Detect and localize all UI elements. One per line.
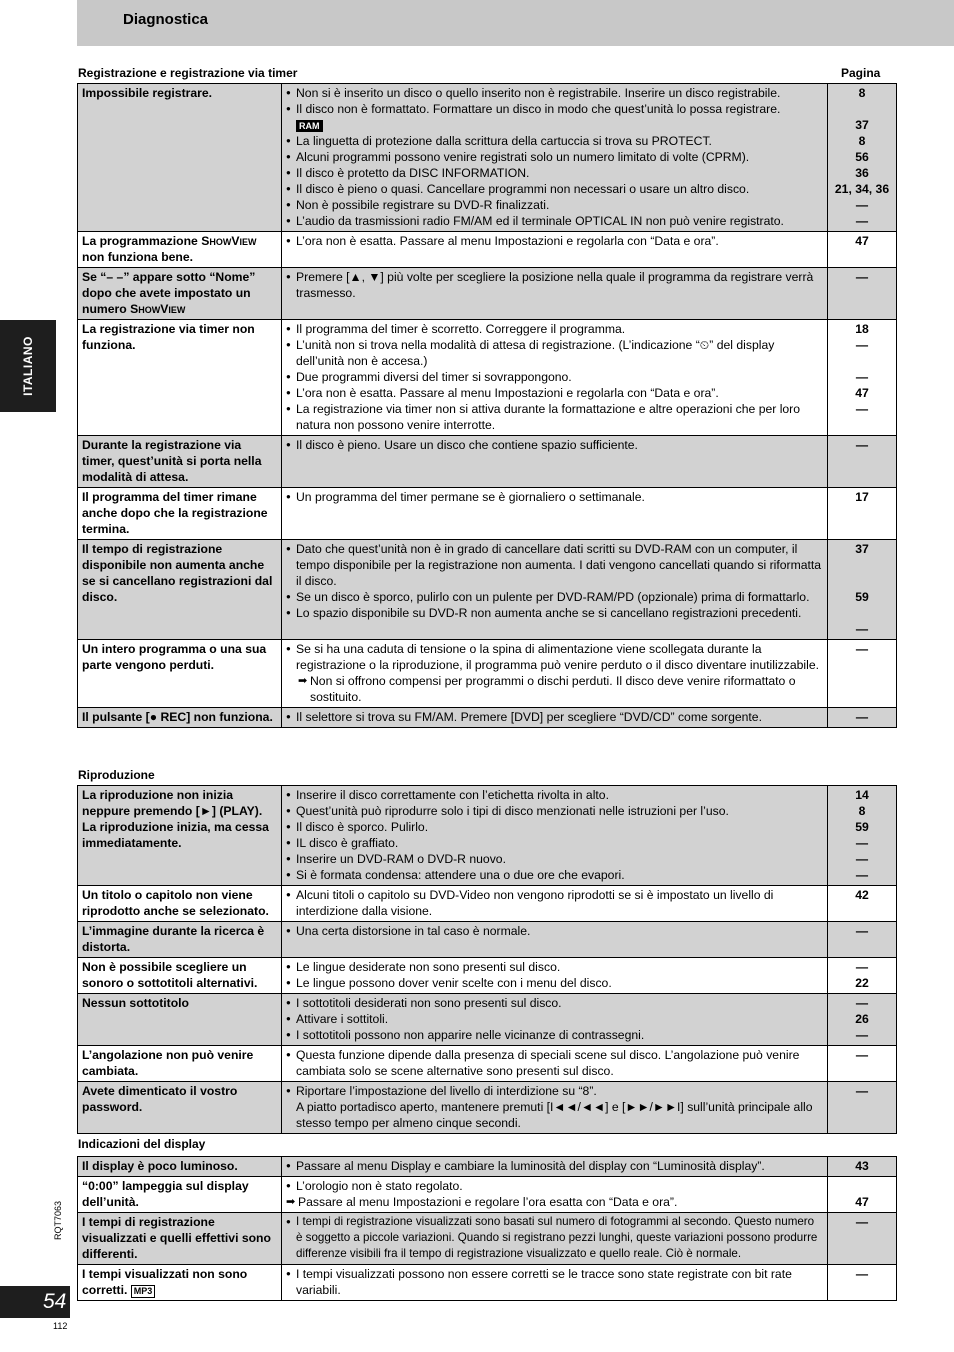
page-ref: — — [855, 198, 869, 212]
remedy-note: A piatto portadisco aperto, mantenere premuti [I◄◄/◄◄] e [►►/►►I] sull’unità principale allo stesso tempo per almeno cinque secondi. — [296, 1100, 813, 1130]
remedy-cell — [282, 1082, 828, 1134]
page-cell — [828, 994, 897, 1046]
remedy-item: ● Una certa distorsione in tal caso è normale. — [286, 923, 823, 939]
remedy-cell — [282, 320, 828, 436]
remedy-item: ● L’ora non è esatta. Passare al menu Impostazioni e regolarla con “Data e ora”. — [286, 233, 823, 249]
problem-cell: Il display è poco luminoso. — [78, 1157, 282, 1177]
remedy-item: ● Dato che quest’unità non è in grado di cancellare dati scritti su DVD-RAM con un computer, il tempo disponibile per la registrazione non aumenta. I dati vengono cancellati quando si riformatta il disco. — [286, 541, 823, 589]
page-ref: — — [855, 270, 869, 284]
page-cell — [828, 488, 897, 540]
remedy-item: ● Il disco è sporco. Pulirlo. — [286, 819, 823, 835]
problem-cell: Un intero programma o una sua parte vengono perduti. — [78, 640, 282, 708]
section-title-display: Indicazioni del display — [78, 1137, 206, 1151]
page-ref: 59 — [855, 590, 869, 604]
page-ref: — — [855, 438, 869, 452]
page-ref: — — [855, 996, 869, 1010]
remedy-cell — [282, 268, 828, 320]
problem-cell: “0:00” lampeggia sul display dell’unità. — [78, 1177, 282, 1213]
table-row — [78, 922, 897, 958]
pagina-label: Pagina — [841, 66, 881, 80]
remedy-item: ● Il disco non è formattato. Formattare un disco in modo che quest’unità lo possa registrare. — [286, 101, 823, 117]
problem-cell: Nessun sottotitolo — [78, 994, 282, 1046]
page-ref: 37 — [855, 118, 869, 132]
problem-cell: L’immagine durante la ricerca è distorta. — [78, 922, 282, 958]
page-cell — [828, 232, 897, 268]
problem-cell: Il programma del timer rimane anche dopo che la registrazione termina. — [78, 488, 282, 540]
remedy-item: ● Attivare i sottitoli. — [286, 1011, 823, 1027]
page-ref: — — [855, 1048, 869, 1062]
table-row — [78, 268, 897, 320]
problem-cell: Il pulsante [● REC] non funziona. — [78, 708, 282, 728]
page-ref: — — [855, 868, 869, 882]
problem-cell: I tempi di registrazione visualizzati e quelli effettivi sono differenti. — [78, 1213, 282, 1265]
remedy-cell — [282, 1177, 828, 1213]
document-code: RQT7063 — [53, 1200, 63, 1240]
table-row — [78, 1213, 897, 1265]
remedy-cell — [282, 922, 828, 958]
table-row — [78, 1177, 897, 1213]
table-row — [78, 320, 897, 436]
problem-cell: Se “– –” appare sotto “Nome” dopo che avete impostato un numero ShowView — [78, 268, 282, 320]
table-row — [78, 232, 897, 268]
remedy-cell — [282, 232, 828, 268]
page-ref: — — [855, 370, 869, 384]
page-number-box — [0, 1286, 70, 1318]
remedy-cell — [282, 1157, 828, 1177]
problem-cell: Avete dimenticato il vostro password. — [78, 1082, 282, 1134]
language-tab — [0, 320, 56, 412]
page-ref: — — [855, 924, 869, 938]
table-row — [78, 994, 897, 1046]
page-ref: 47 — [855, 386, 869, 400]
remedy-item: ● Lo spazio disponibile su DVD-R non aumenta anche se si cancellano registrazioni precedenti. — [286, 605, 823, 621]
remedy-cell — [282, 488, 828, 540]
table-row — [78, 786, 897, 886]
page-ref: 56 — [855, 150, 869, 164]
table-row — [78, 886, 897, 922]
page-ref: 17 — [855, 490, 869, 504]
remedy-item: ● Inserire il disco correttamente con l’etichetta rivolta in alto. — [286, 787, 823, 803]
remedy-item: ● Le lingue possono dover venir scelte con i menu del disco. — [286, 975, 823, 991]
remedy-cell — [282, 786, 828, 886]
remedy-item: ● La registrazione via timer non si attiva durante la formattazione e altre operazioni che per loro natura non possono venire interrotte. — [286, 401, 823, 433]
remedy-item: ● L’unità non si trova nella modalità di attesa di registrazione. (L’indicazione “⏲” del display dell’unità non è accesa.) — [286, 337, 823, 369]
remedy-item: ● Non è possibile registrare su DVD-R finalizzati. — [286, 197, 823, 213]
page-ref: — — [855, 1028, 869, 1042]
page-title: Diagnostica — [123, 11, 209, 28]
page-ref: — — [855, 1267, 869, 1281]
remedy-item: ● Il disco è pieno. Usare un disco che contiene spazio sufficiente. — [286, 437, 823, 453]
header-band — [77, 0, 954, 46]
page-cell — [828, 1046, 897, 1082]
page-cell — [828, 1082, 897, 1134]
page-cell — [828, 786, 897, 886]
remedy-cell — [282, 1046, 828, 1082]
remedy-cell — [282, 84, 828, 232]
remedy-item: ● I tempi visualizzati possono non essere corretti se le tracce sono state registrate con bit rate variabili. — [286, 1266, 823, 1298]
page-cell — [828, 84, 897, 232]
ram-tag: RAM — [296, 120, 323, 132]
remedy-item: ● I sottotitoli desiderati non sono presenti sul disco. — [286, 995, 823, 1011]
page-ref: 42 — [855, 888, 869, 902]
remedy-cell — [282, 436, 828, 488]
page-ref: — — [855, 1084, 869, 1098]
remedy-item: ● L’orologio non è stato regolato. — [286, 1178, 823, 1194]
page-ref: 14 — [855, 788, 869, 802]
page-ref: 21, 34, 36 — [834, 182, 890, 196]
problem-cell: L’angolazione non può venire cambiata. — [78, 1046, 282, 1082]
remedy-item: ● Non si è inserito un disco o quello inserito non è registrabile. Inserire un disco registrabile. — [286, 85, 823, 101]
problem-cell: Un titolo o capitolo non viene riprodotto anche se selezionato. — [78, 886, 282, 922]
page-ref: — — [855, 642, 869, 656]
page-cell — [828, 320, 897, 436]
remedy-item: ● Il disco è protetto da DISC INFORMATION. — [286, 165, 823, 181]
page-ref: 22 — [855, 976, 869, 990]
page-ref: 26 — [855, 1012, 869, 1026]
remedy-note: ➡ Non si offrono compensi per programmi o dischi perduti. Il disco deve venire riformattato o sostituito. — [298, 673, 823, 705]
page-cell — [828, 268, 897, 320]
page-cell — [828, 1265, 897, 1301]
page-ref: — — [855, 710, 869, 724]
page-cell — [828, 1177, 897, 1213]
remedy-cell — [282, 708, 828, 728]
page-ref: 36 — [855, 166, 869, 180]
page-ref: — — [855, 622, 869, 636]
display-table — [77, 1156, 897, 1301]
page-cell — [828, 958, 897, 994]
page-ref: 47 — [855, 234, 869, 248]
problem-cell: La registrazione via timer non funziona. — [78, 320, 282, 436]
page-cell — [828, 540, 897, 640]
page-cell — [828, 436, 897, 488]
page-ref: 8 — [858, 134, 866, 148]
table-row — [78, 640, 897, 708]
remedy-item: ● Il selettore si trova su FM/AM. Premere [DVD] per scegliere “DVD/CD” come sorgente. — [286, 709, 823, 725]
remedy-item: ● L’ora non è esatta. Passare al menu Impostazioni e regolarla con “Data e ora”. — [286, 385, 823, 401]
table-row — [78, 488, 897, 540]
table-row — [78, 1157, 897, 1177]
page-ref: 59 — [855, 820, 869, 834]
page-ref: — — [855, 214, 869, 228]
remedy-cell — [282, 886, 828, 922]
remedy-item: ● Il disco è pieno o quasi. Cancellare programmi non necessari o usare un altro disco. — [286, 181, 823, 197]
problem-cell: Impossibile registrare. — [78, 84, 282, 232]
remedy-item: ● Questa funzione dipende dalla presenza di speciali scene sul disco. L’angolazione può venire cambiata solo se scene alternative sono presenti sul disco. — [286, 1047, 823, 1079]
page-ref: 37 — [855, 542, 869, 556]
page-ref: — — [855, 852, 869, 866]
table-row — [78, 436, 897, 488]
remedy-item: ● Se un disco è sporco, pulirlo con un pulente per DVD-RAM/PD (opzionale) prima di formattarlo. — [286, 589, 823, 605]
page-ref: 18 — [855, 322, 869, 336]
page-ref: — — [855, 1215, 869, 1229]
playback-table — [77, 785, 897, 1134]
remedy-item: ● Il programma del timer è scorretto. Correggere il programma. — [286, 321, 823, 337]
table-row — [78, 540, 897, 640]
table-row — [78, 1265, 897, 1301]
remedy-item: ● Un programma del timer permane se è giornaliero o settimanale. — [286, 489, 823, 505]
mp3-tag: MP3 — [131, 1285, 156, 1298]
remedy-item: ● L’audio da trasmissioni radio FM/AM ed il terminale OPTICAL IN non può venire registrato. — [286, 213, 823, 229]
problem-cell: La riproduzione non inizia neppure premendo [►] (PLAY). La riproduzione inizia, ma cessa immediatamente. — [78, 786, 282, 886]
page-ref: 8 — [858, 804, 866, 818]
remedy-item: ● I sottotitoli possono non apparire nelle vicinanze di contrassegni. — [286, 1027, 823, 1043]
page-cell — [828, 1157, 897, 1177]
remedy-item: ● Alcuni titoli o capitolo su DVD-Video non vengono riprodotti se si è impostato un livello di interdizione dalla visione. — [286, 887, 823, 919]
remedy-item: ● Riportare l’impostazione del livello di interdizione su “8”. — [286, 1083, 823, 1099]
table-row — [78, 708, 897, 728]
language-tab-label: ITALIANO — [21, 336, 35, 396]
recording-table — [77, 83, 897, 728]
page-cell — [828, 708, 897, 728]
remedy-item: ● La linguetta di protezione dalla scrittura della cartuccia si trova su PROTECT. — [286, 133, 823, 149]
remedy-item: ● Due programmi diversi del timer si sovrappongono. — [286, 369, 823, 385]
remedy-item: ● Quest’unità può riprodurre solo i tipi di disco menzionati nelle istruzioni per l’uso. — [286, 803, 823, 819]
remedy-item: ● Inserire un DVD-RAM o DVD-R nuovo. — [286, 851, 823, 867]
table-row — [78, 84, 897, 232]
sub-page-number: 112 — [53, 1321, 68, 1331]
remedy-item: ● IL disco è graffiato. — [286, 835, 823, 851]
page-ref: 8 — [858, 86, 866, 100]
table-row — [78, 1046, 897, 1082]
page-cell — [828, 922, 897, 958]
remedy-item: ● Se si ha una caduta di tensione o la spina di alimentazione viene scollegata durante la registrazione o la riproduzione, il programma può venire perduto o il disco diventare inutilizzabile. — [286, 641, 823, 673]
remedy-item: ● Le lingue desiderate non sono presenti sul disco. — [286, 959, 823, 975]
problem-cell: Durante la registrazione via timer, quest’unità si porta nella modalità di attesa. — [78, 436, 282, 488]
page-cell — [828, 886, 897, 922]
page-ref: — — [855, 836, 869, 850]
table-row — [78, 1082, 897, 1134]
page-number: 54 — [43, 1290, 67, 1313]
section-title-playback: Riproduzione — [78, 768, 155, 782]
section-title-recording: Registrazione e registrazione via timer — [78, 66, 298, 80]
remedy-item: ● Passare al menu Display e cambiare la luminosità del display con “Luminosità display”. — [286, 1158, 823, 1174]
remedy-item: ● Si è formata condensa: attendere una o due ore che evapori. — [286, 867, 823, 883]
remedy-cell — [282, 540, 828, 640]
remedy-cell — [282, 958, 828, 994]
page-ref: 43 — [855, 1159, 869, 1173]
remedy-cell — [282, 1265, 828, 1301]
table-row — [78, 958, 897, 994]
page-ref: 47 — [855, 1195, 869, 1209]
problem-cell: Il tempo di registrazione disponibile non aumenta anche se si cancellano registrazioni dal disco. — [78, 540, 282, 640]
page-ref: — — [855, 402, 869, 416]
problem-cell: Non è possibile scegliere un sonoro o sottotitoli alternativi. — [78, 958, 282, 994]
remedy-item: ● Premere [▲, ▼] più volte per scegliere la posizione nella quale il programma da registrare verrà trasmesso. — [286, 269, 823, 301]
remedy-note: ➡ Passare al menu Impostazioni e regolare l’ora esatta con “Data e ora”. — [286, 1194, 823, 1210]
page-cell — [828, 640, 897, 708]
remedy-item: ● Alcuni programmi possono venire registrati solo un numero limitato di volte (CPRM). — [286, 149, 823, 165]
remedy-cell — [282, 1213, 828, 1265]
remedy-item: ● I tempi di registrazione visualizzati sono basati sul numero di fotogrammi al secondo. Questo numero è soggetto a piccole variazioni. Quando si registrano pezzi lunghi, queste variazioni possono produrre differenze visibili fra il tempo di registrazione visualizzato e quello reale. Ciò è normale. — [286, 1214, 823, 1262]
page-cell — [828, 1213, 897, 1265]
problem-cell: I tempi visualizzati non sono corretti. MP3 — [78, 1265, 282, 1301]
page-ref: — — [855, 960, 869, 974]
remedy-cell — [282, 640, 828, 708]
remedy-cell — [282, 994, 828, 1046]
page-ref: — — [855, 338, 869, 352]
problem-cell: La programmazione ShowView non funziona bene. — [78, 232, 282, 268]
